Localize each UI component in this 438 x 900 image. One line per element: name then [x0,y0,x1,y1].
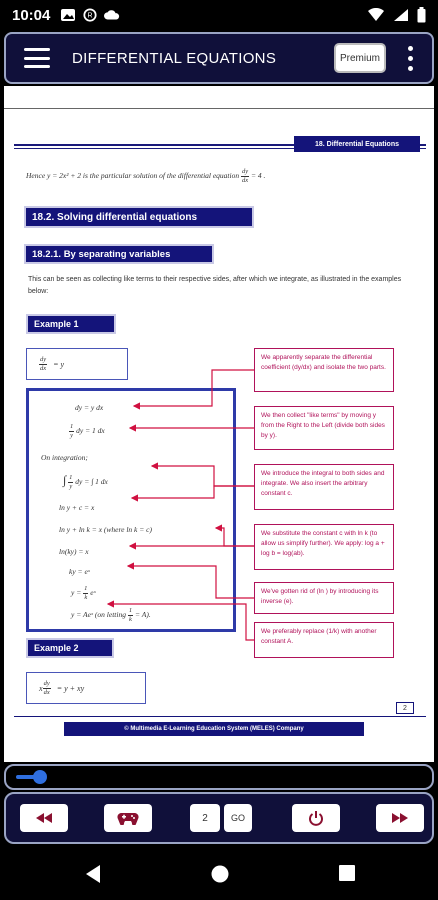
game-button[interactable] [104,804,152,832]
example-2-equation: x $\frac{dy}{dx}$ = y + xy [26,672,146,704]
example-1-label: Example 1 [26,314,116,334]
work-line-2: $\frac{1}{y}$ dy = 1 dx [70,423,105,439]
footer-copyright: © Multimedia E-Learning Education System (MELES) Company [64,722,364,736]
section-heading-18-2: 18.2. Solving differential equations [24,206,254,228]
note-1: We apparently separate the differential coefficient (dy/dx) and isolate the two parts. [254,348,394,392]
note-5: We've gotten rid of (ln ) by introducing its inverse (e). [254,582,394,614]
app-header [4,32,434,84]
hence-text: Hence y = 2x² + 2 is the particular solution of the differential equation [26,171,240,181]
bottom-toolbar [4,792,434,844]
page-number: 2 [396,702,414,714]
work-line-1: dy = y dx [75,403,104,412]
eq1-rhs: = y [53,359,65,369]
document-viewer[interactable] [4,86,434,762]
recents-icon[interactable] [338,864,356,882]
rewind-icon [36,813,52,823]
eq1-fraction: $\frac{dy}{dx}$ [40,355,47,372]
gamepad-icon [117,811,139,825]
app-title: DIFFERENTIAL EQUATIONS [72,49,277,67]
note-3: We introduce the integral to both sides and integrate. We also insert the arbitrary constant c. [254,464,394,510]
fast-forward-icon [392,813,408,823]
work-line-7: ky = eˣ [69,567,90,576]
system-nav-bar [0,848,438,900]
status-time: 10:04 [12,6,51,24]
hence-tail: = 4 . [251,171,266,181]
battery-icon [417,7,426,23]
note-4: We substitute the constant c with ln k (to allow us simplify further). We apply: log a + log b = log(ab). [254,524,394,570]
work-line-4: ln y + c = x [59,503,95,512]
work-line-6: ln(ky) = x [59,547,89,556]
work-line-8: y = $\frac{1}{k}$ eˣ [71,585,96,601]
status-right [367,7,426,23]
wifi-icon [367,8,385,22]
hence-fraction: $\frac{dy}{dx}$ [241,168,249,184]
note-6: We preferably replace (1/k) with another constant A. [254,622,394,658]
example-2-label: Example 2 [26,638,114,658]
premium-button[interactable]: Premium [334,43,386,73]
footer-rule [14,716,426,717]
menu-icon[interactable] [24,48,50,68]
vpn-icon [82,8,98,22]
previous-page-button[interactable] [20,804,68,832]
home-icon[interactable] [210,864,230,884]
section-heading-18-2-1: 18.2.1. By separating variables [24,244,214,264]
note-2: We then collect "like terms" by moving y from the Right to the Left (divide both sides by y). [254,406,394,450]
slider-thumb[interactable] [33,770,47,784]
work-line-5: ln y + ln k = x (where ln k = c) [59,525,152,534]
go-button[interactable]: GO [224,804,252,832]
chapter-tag: 18. Differential Equations [294,136,420,152]
work-line-3: ∫ $\frac{1}{y}$ dy = ∫ 1 dx [63,473,108,490]
page-top-divider [4,108,434,109]
page-slider[interactable] [4,764,434,790]
more-options-icon[interactable] [400,43,420,73]
signal-icon [393,8,409,22]
next-page-button[interactable] [376,804,424,832]
photo-icon [60,8,76,22]
document-page [6,126,430,732]
work-line-9: y = Aeˣ (on letting $\frac{1}{k}$ = A). [71,607,151,623]
page-number-input[interactable]: 2 [190,804,220,832]
on-integration-text: On integration; [41,453,88,462]
svg-text:R: R [87,12,93,20]
back-icon[interactable] [84,864,102,884]
status-bar [0,0,438,30]
intro-paragraph: This can be seen as collecting like terms to their respective sides, after which we integrate, as illustrated in the examples below: [28,276,402,295]
cloud-icon [104,8,120,22]
power-icon [308,810,324,826]
exit-button[interactable] [292,804,340,832]
